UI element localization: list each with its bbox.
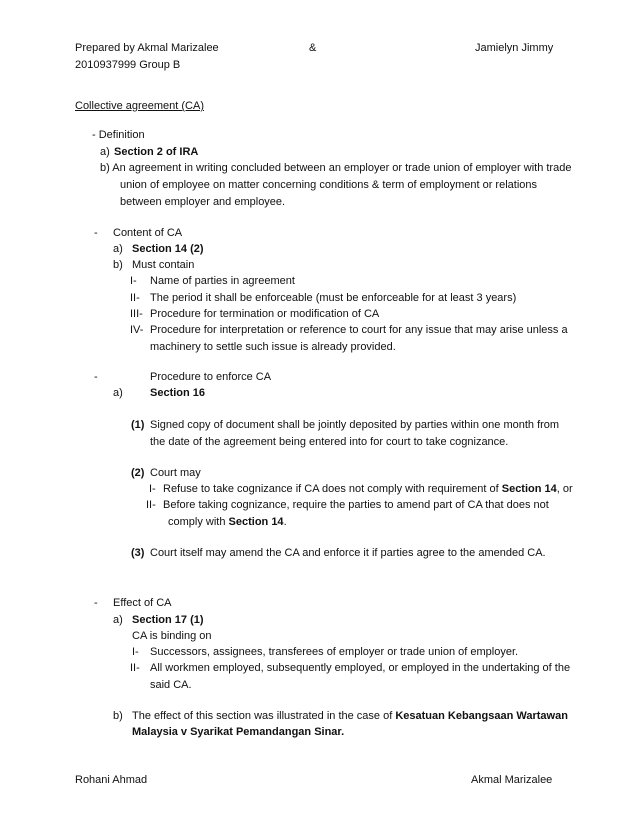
procedure-heading: Procedure to enforce CA [150, 371, 272, 383]
definition-b-line1: b) An agreement in writing concluded between an employer or trade union of employer with trade [100, 162, 572, 174]
definition-heading: - Definition [92, 129, 145, 141]
effect-dash: - [94, 597, 98, 609]
content-a-text: Section 14 (2) [132, 243, 204, 255]
effect-b-marker: b) [113, 710, 123, 722]
procedure-p2-ii-line1: Before taking cognizance, require the parties to amend part of CA that does not [163, 499, 549, 511]
effect-ii-line1: All workmen employed, subsequently employed, or employed in the undertaking of the [150, 662, 571, 674]
effect-a-text: Section 17 (1) [132, 614, 204, 626]
effect-ii-num: II- [130, 662, 140, 674]
content-item-text: Name of parties in agreement [150, 275, 295, 287]
header-student-id: 2010937999 Group B [75, 59, 181, 71]
definition-b-line2: union of employee on matter concerning conditions & term of employment or relations [120, 179, 537, 191]
procedure-p1-num: (1) [131, 419, 145, 431]
procedure-p1-line2: the date of the agreement being entered into for court to take cognizance. [150, 436, 509, 448]
effect-b-text: The effect of this section was illustrated in the case of Kesatuan Kebangsaan Wartawan [132, 710, 568, 722]
content-heading: Content of CA [113, 227, 183, 239]
effect-b-case-line2: Malaysia v Syarikat Pemandangan Sinar. [132, 726, 345, 738]
page-title: Collective agreement (CA) [75, 100, 204, 112]
definition-b-line3: between employer and employee. [120, 196, 286, 208]
effect-a-marker: a) [113, 614, 123, 626]
definition-a-marker: a) [100, 146, 110, 158]
header-coauthor: Jamielyn Jimmy [475, 42, 554, 54]
content-dash: - [94, 227, 98, 239]
effect-i-text: Successors, assignees, transferees of employer or trade union of employer. [150, 646, 519, 658]
procedure-p2-ii-line2: comply with Section 14. [168, 516, 287, 528]
content-item-num: IV- [130, 324, 144, 336]
procedure-p3-num: (3) [131, 547, 145, 559]
procedure-p1-line1: Signed copy of document shall be jointly deposited by parties within one month from [150, 419, 560, 431]
procedure-p3-text: Court itself may amend the CA and enforce it if parties agree to the amended CA. [150, 547, 546, 559]
content-b-text: Must contain [132, 259, 195, 271]
content-item-num: II- [130, 292, 140, 304]
content-item-num: I- [130, 275, 137, 287]
footer-right: Akmal Marizalee [471, 774, 553, 786]
content-a-marker: a) [113, 243, 123, 255]
procedure-p2-text: Court may [150, 467, 201, 479]
content-b-marker: b) [113, 259, 123, 271]
effect-i-num: I- [132, 646, 139, 658]
effect-heading: Effect of CA [113, 597, 172, 609]
procedure-p2-i-num: I- [149, 483, 156, 495]
definition-a-text: Section 2 of IRA [114, 146, 199, 158]
procedure-p2-i-text: Refuse to take cognizance if CA does not comply with requirement of Section 14, or [163, 483, 573, 495]
procedure-a-text: Section 16 [150, 387, 206, 399]
content-item-text-cont: machinery to settle such issue is already provided. [150, 341, 396, 353]
procedure-a-marker: a) [113, 387, 123, 399]
content-item-num: III- [130, 308, 143, 320]
effect-binding: CA is binding on [132, 630, 212, 642]
content-item-text: Procedure for interpretation or reference to court for any issue that may arise unless a [150, 324, 568, 336]
header-prepared-by: Prepared by Akmal Marizalee [75, 42, 219, 54]
header-ampersand: & [309, 42, 317, 54]
procedure-dash: - [94, 371, 98, 383]
procedure-p2-num: (2) [131, 467, 145, 479]
content-item-text: Procedure for termination or modification of CA [150, 308, 380, 320]
effect-ii-line2: said CA. [150, 679, 192, 691]
content-item-text: The period it shall be enforceable (must be enforceable for at least 3 years) [150, 292, 517, 304]
footer-left: Rohani Ahmad [75, 774, 148, 786]
procedure-p2-ii-num: II- [146, 499, 156, 511]
